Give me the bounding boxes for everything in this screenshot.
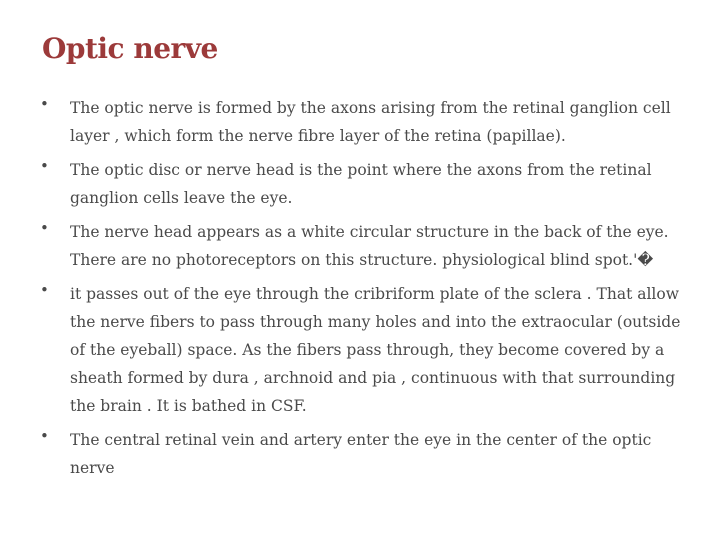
bullet-item <box>40 94 688 150</box>
bullet-dot-icon: • <box>40 95 49 113</box>
bullet-dot-icon: • <box>40 157 49 175</box>
bullet-text: The central retinal vein and artery enter the eye in the center of the optic nerve <box>70 431 652 477</box>
bullet-dot-icon: • <box>40 219 49 237</box>
bullet-item <box>40 426 688 482</box>
slide-title: Optic nerve <box>42 32 218 65</box>
bullet-item <box>40 218 688 274</box>
bullet-dot-icon: • <box>40 427 49 445</box>
bullet-dot-icon: • <box>40 281 49 299</box>
bullet-text: it passes out of the eye through the cribriform plate of the sclera . That allow the nerve fibers to pass through many holes and into the extraocular (outside of the eyeball) space. As the fibers pass through, they become covered by a sheath formed by dura , archnoid and pia , continuous with that surrounding the brain . It is bathed in CSF. <box>70 285 681 415</box>
bullet-text: The optic nerve is formed by the axons arising from the retinal ganglion cell layer , which form the nerve fibre layer of the retina (papillae). <box>70 99 671 145</box>
bullet-item <box>40 280 688 420</box>
bullet-text: The nerve head appears as a white circular structure in the back of the eye. There are no photoreceptors on this structure. physiological blind spot.'� <box>70 223 669 269</box>
bullet-text: The optic disc or nerve head is the point where the axons from the retinal ganglion cells leave the eye. <box>70 161 652 207</box>
bullet-list <box>40 94 688 488</box>
bullet-item <box>40 156 688 212</box>
